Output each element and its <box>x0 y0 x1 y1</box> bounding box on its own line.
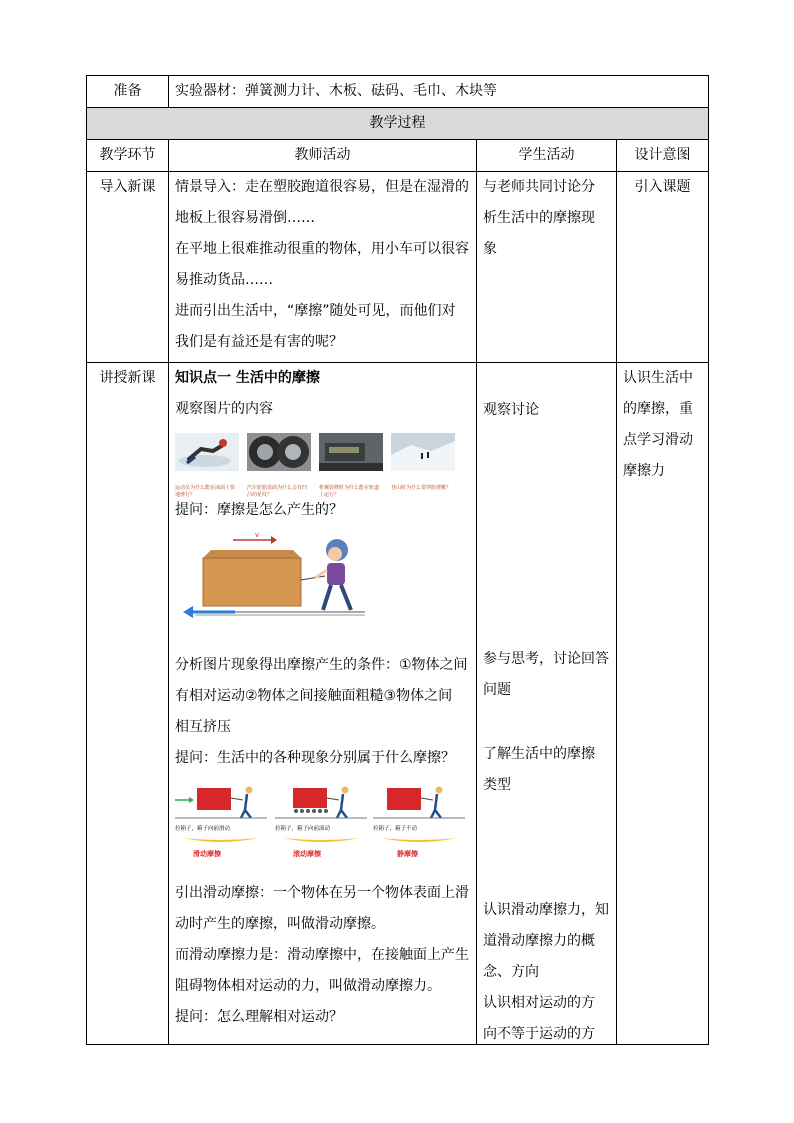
student-types <box>483 739 595 801</box>
text-line: 参与思考，讨论回答 <box>483 651 609 667</box>
text-line: 向不等于运动的方 <box>483 1026 595 1042</box>
photo-caption: 机械装修时为什么能在轨道上运行？ <box>319 485 380 498</box>
photo-skating <box>175 433 239 498</box>
text-line: 摩擦力 <box>623 463 665 479</box>
text-line: 观察图片的内容 <box>175 401 273 417</box>
text-line: 了解生活中的摩擦 <box>483 746 595 762</box>
text-line: 阻碍物体相对运动的力，叫做滑动摩擦力。 <box>175 978 441 994</box>
question-2: 提问：生活中的各种现象分别属于什么摩擦？ <box>175 750 455 766</box>
text-line: 进而引出生活中，“摩擦”随处可见，而他们对 <box>175 303 456 319</box>
text-line: 动时产生的摩擦，叫做滑动摩擦。 <box>175 916 385 932</box>
process-title-row <box>87 108 709 140</box>
header-student: 学生活动 <box>477 140 617 172</box>
prep-label: 准备 <box>87 76 169 108</box>
text-line: 类型 <box>483 777 511 793</box>
student-teach <box>477 363 617 1045</box>
text-line: 有相对运动②物体之间接触面粗糙③物体之间 <box>175 688 453 704</box>
text-line: 而滑动摩擦力是：滑动摩擦中，在接触面上产生 <box>175 947 469 963</box>
stage-teach: 讲授新课 <box>87 363 169 1045</box>
text-line: 提问：怎么理解相对运动？ <box>175 1009 343 1025</box>
lesson-plan-table <box>86 75 709 1045</box>
photo-tires <box>247 433 311 498</box>
text-line: 相互挤压 <box>175 719 231 735</box>
fig2-caption: 拉箱子，箱子向前滑动 <box>175 826 231 832</box>
photo-caption: 登山时为什么要穿防滑靴？ <box>391 485 452 491</box>
tires-image <box>247 433 311 471</box>
fig2-caption: 拉箱子，箱子不动 <box>373 826 418 832</box>
student-sliding <box>483 895 609 1050</box>
fig2-label-static: 静摩擦 <box>397 850 418 858</box>
process-title: 教学过程 <box>87 108 709 140</box>
intent-teach <box>617 363 709 1045</box>
header-teacher: 教师活动 <box>169 140 477 172</box>
text-line: 我们是有益还是有害的呢？ <box>175 334 343 350</box>
photo-caption: 汽车轮胎表面为什么会有凹凸的花纹？ <box>247 485 308 498</box>
prep-content: 实验器材：弹簧测力计、木板、砝码、毛巾、木块等 <box>169 76 709 108</box>
text-line: 道滑动摩擦力的概 <box>483 933 595 949</box>
knowledge-title: 知识点一 生活中的摩擦 <box>175 370 320 386</box>
question-1: 提问：摩擦是怎么产生的？ <box>175 502 343 518</box>
photo-caption: 运动员为什么能在冰面上快速滑行？ <box>175 485 236 498</box>
text-line: 易推动货品…… <box>175 272 273 288</box>
text-line: 的摩擦，重 <box>623 401 693 417</box>
photo-strip <box>175 433 470 498</box>
text-line: 认识相对运动的方 <box>483 995 595 1011</box>
photo-machine <box>319 433 383 498</box>
text-line: 析生活中的摩擦现 <box>483 210 595 226</box>
student-think <box>483 644 609 706</box>
fig2-label-rolling: 滚动摩擦 <box>293 850 321 858</box>
text-line: 象 <box>483 241 497 257</box>
fig2-caption: 拉箱子，箱子向前滚动 <box>275 826 331 832</box>
header-stage: 教学环节 <box>87 140 169 172</box>
text-line: 问题 <box>483 682 511 698</box>
climbing-image <box>391 433 455 471</box>
teacher-intro <box>169 172 477 363</box>
text-line: 地板上很容易滑倒…… <box>175 210 315 226</box>
header-row <box>87 140 709 172</box>
teach-row <box>87 363 709 1045</box>
text-line: 念、方向 <box>483 964 539 980</box>
stage-intro: 导入新课 <box>87 172 169 363</box>
teacher-teach <box>169 363 477 1045</box>
pulling-box-figure <box>175 530 365 630</box>
text-line: 点学习滑动 <box>623 432 693 448</box>
text-line: 情景导入：走在塑胶跑道很容易，但是在湿滑的 <box>175 179 469 195</box>
text-line: 引出滑动摩擦：一个物体在另一个物体表面上滑 <box>175 885 469 901</box>
velocity-label: v <box>255 531 260 539</box>
text-line: 在平地上很难推动很重的物体，用小车可以很容 <box>175 241 469 257</box>
machine-image <box>319 433 383 471</box>
skating-image <box>175 433 239 471</box>
student-observe: 观察讨论 <box>483 402 539 418</box>
text-line: 与老师共同讨论分 <box>483 179 595 195</box>
header-intent: 设计意图 <box>617 140 709 172</box>
prep-row <box>87 76 709 108</box>
intro-row <box>87 172 709 363</box>
photo-climbing <box>391 433 455 489</box>
text-line: 分析图片现象得出摩擦产生的条件：①物体之间 <box>175 657 468 673</box>
text-line: 认识生活中 <box>623 370 693 386</box>
student-intro <box>477 172 617 363</box>
text-line: 认识滑动摩擦力，知 <box>483 902 609 918</box>
intent-intro: 引入课题 <box>617 172 709 363</box>
friction-types-figure <box>175 780 465 862</box>
fig2-label-sliding: 滑动摩擦 <box>193 850 221 858</box>
